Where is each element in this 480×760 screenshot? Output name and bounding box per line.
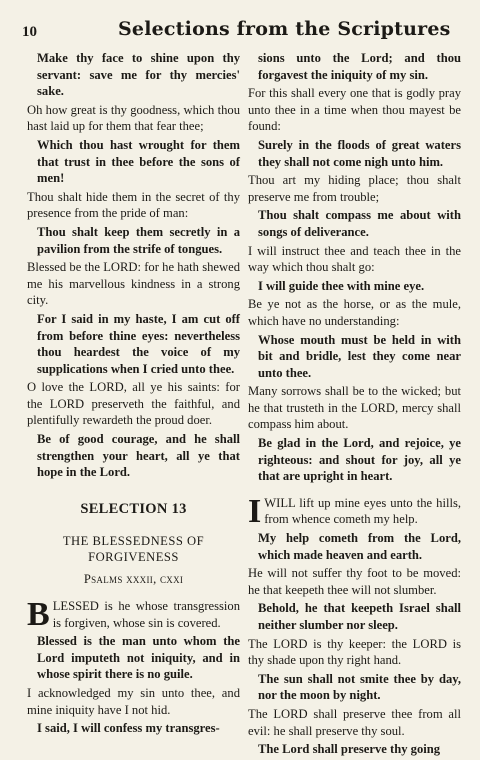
response-verse: Behold, he that keepeth Israel shall neither slumber nor sleep. — [258, 601, 461, 632]
drop-cap-text: WILL lift up mine eyes unto the hills, from whence cometh my help. — [264, 495, 461, 527]
right-paragraphs — [248, 50, 461, 485]
drop-cap-letter: I — [248, 492, 262, 530]
reading-verse: The LORD is thy keeper: the LORD is thy shade upon thy right hand. — [248, 636, 461, 668]
response-verse: I will guide thee with mine eye. — [258, 278, 425, 293]
response-verse: Which thou hast wrought for them that trust in thee before the sons of men! — [37, 137, 240, 186]
response-verse: sions unto the Lord; and thou forgavest the iniquity of my sin. — [258, 51, 461, 82]
selection-subtitle — [27, 533, 240, 565]
response-verse: The Lord shall preserve thy going — [258, 742, 441, 757]
left-paragraphs — [27, 50, 240, 481]
response-verse: Be glad in the Lord, and rejoice, ye righteous: and shout for joy, all ye that are upright in heart. — [258, 436, 461, 484]
response-verse: For I said in my haste, I am cut off from before thine eyes: nevertheless thou heardest the voice of my supplications when I cried unto thee. — [37, 311, 240, 376]
left-paragraphs-after — [27, 633, 240, 737]
reading-verse: Thou art my hiding place; thou shalt preserve me from trouble; — [248, 173, 461, 204]
selection-heading: SELECTION 13 — [80, 500, 187, 517]
response-verse: Surely in the floods of great waters they shall not come nigh unto him. — [258, 137, 461, 169]
page-number: 10 — [22, 24, 37, 40]
running-title: Selections from the Scriptures — [118, 18, 451, 40]
drop-cap-paragraph-left — [27, 596, 240, 634]
reading-verse: I acknowledged my sin unto thee, and mine iniquity have I not hid. — [27, 686, 240, 717]
reading-verse: Many sorrows shall be to the wicked; but he that trusteth in the LORD, mercy shall compass him about. — [248, 384, 461, 432]
drop-cap-text: LESSED is he whose transgression is forgiven, whose sin is covered. — [52, 599, 240, 630]
drop-cap-letter: B — [27, 596, 50, 634]
drop-cap-paragraph-right — [248, 492, 461, 530]
right-paragraphs-after — [248, 530, 461, 758]
right-column — [248, 50, 461, 760]
response-verse: Thou shalt compass me about with songs of deliverance. — [258, 208, 461, 239]
reading-verse: He will not suffer thy foot to be moved: he that keepeth thee will not slumber. — [248, 566, 461, 597]
response-verse: My help cometh from the Lord, which made heaven and earth. — [258, 531, 461, 562]
reading-verse: The LORD shall preserve thee from all evil: he shall preserve thy soul. — [248, 706, 461, 738]
selection-subtitle-line1: THE BLESSEDNESS OF — [62, 534, 205, 549]
response-verse: Make thy face to shine upon thy servant: save me for thy mercies' sake. — [37, 51, 240, 99]
response-verse: Thou shalt keep them secretly in a pavilion from the strife of tongues. — [37, 224, 240, 256]
reading-verse: Thou shalt hide them in the secret of thy presence from the pride of man: — [27, 189, 240, 221]
response-verse: The sun shall not smite thee by day, nor the moon by night. — [258, 671, 461, 703]
selection-reference: Psalms xxxii, cxxi — [83, 572, 184, 587]
reading-verse: I will instruct thee and teach thee in the way which thou shalt go: — [248, 243, 461, 275]
page-header — [22, 18, 458, 44]
selection-subtitle-line2: FORGIVENESS — [88, 550, 179, 565]
response-verse: Blessed is the man unto whom the Lord imputeth not iniquity, and in whose spirit there is no guile. — [37, 634, 240, 682]
response-verse: Whose mouth must be held in with bit and bridle, lest they come near unto thee. — [258, 332, 461, 380]
response-verse: Be of good courage, and he shall strengthen your heart, all ye that hope in the Lord. — [37, 432, 240, 480]
reading-verse: O love the LORD, all ye his saints: for the LORD preserveth the faithful, and plentifully rewardeth the proud doer. — [27, 380, 240, 428]
reading-verse: For this shall every one that is godly pray unto thee in a time when thou mayest be found: — [248, 86, 461, 134]
reading-verse: Oh how great is thy goodness, which thou hast laid up for them that fear thee; — [27, 102, 240, 134]
reading-verse: Be ye not as the horse, or as the mule, which have no understanding: — [248, 297, 461, 328]
response-verse: I said, I will confess my transgres- — [37, 721, 220, 736]
reading-verse: Blessed be the LORD: for he hath shewed me his marvellous kindness in a strong city. — [27, 260, 240, 308]
left-column — [27, 50, 240, 739]
